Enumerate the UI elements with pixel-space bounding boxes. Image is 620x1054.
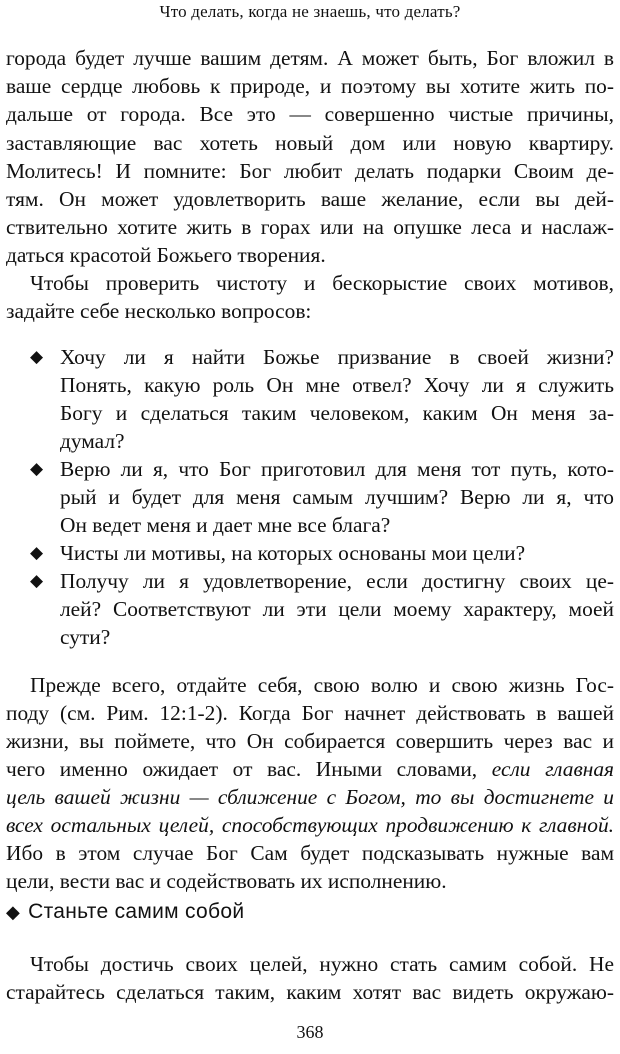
text-line: города будет лучше вашим детям. А может быть, Бог вложил в (6, 46, 614, 70)
text-line: Ибо в этом случае Бог Сам будет подсказывать нужные вам (6, 841, 614, 865)
text-line: Чисты ли мотивы, на которых основаны мои цели? (60, 541, 526, 565)
text-line: сути? (60, 625, 111, 649)
text-line: жизни, вы поймете, что Он собирается совершить через вас и (6, 729, 614, 753)
emphasis-line: цель вашей жизни — сближение с Богом, то вы достигнете и (6, 785, 614, 809)
diamond-bullet-icon: ◆ (30, 347, 44, 366)
text-line: Он ведет меня и дает мне все блага? (60, 513, 391, 537)
text-line: цели, вести вас и содействовать их исполнению. (6, 869, 447, 893)
emphasis-line: всех остальных целей, способствующих продвижению к главной. (6, 813, 614, 837)
diamond-bullet-icon: ◆ (30, 571, 44, 590)
page-number: 368 (296, 1022, 324, 1042)
text-line: Богу и сделаться таким человеком, каким Он меня за- (60, 401, 614, 425)
text-line: старайтесь сделаться таким, каким хотят вас видеть окружаю- (6, 980, 614, 1004)
section-heading-text: Станьте самим собой (28, 900, 245, 923)
text-line: Чтобы достичь своих целей, нужно стать самим собой. Не (30, 952, 614, 976)
text-line: лей? Соответствуют ли эти цели моему характеру, моей (60, 597, 614, 621)
diamond-bullet-icon: ◆ (30, 459, 44, 478)
text-line: Понять, какую роль Он мне отвел? Хочу ли я служить (60, 373, 614, 397)
diamond-bullet-icon: ◆ (30, 543, 44, 562)
text-line: Верю ли я, что Бог приготовил для меня тот путь, кото- (60, 457, 614, 481)
text-run: чего именно ожидает от вас. Иными словами, (6, 757, 492, 781)
text-line: даться красотой Божьего творения. (6, 243, 326, 267)
diamond-bullet-icon: ◆ (6, 902, 21, 922)
text-line: Молитесь! И помните: Бог любит делать подарки Своим де- (6, 159, 614, 183)
emphasis-text: если главная (491, 757, 614, 781)
text-line: Чтобы проверить чистоту и бескорыстие своих мотивов, (30, 271, 614, 295)
text-line: заставляющие вас хотеть новый дом или новую квартиру. (6, 131, 614, 155)
text-line: дальше от города. Все это — совершенно чистые причины, (6, 102, 614, 126)
text-line: ствительно хотите жить в горах или на опушке леса и наслаж- (6, 215, 614, 239)
text-line: рый и будет для меня самым лучшим? Верю ли я, что (60, 485, 614, 509)
text-line (6, 756, 614, 782)
text-line: Прежде всего, отдайте себя, свою волю и свою жизнь Гос- (30, 673, 614, 697)
text-line: Хочу ли я найти Божье призвание в своей жизни? (60, 345, 614, 369)
running-header: Что делать, когда не знаешь, что делать? (159, 2, 461, 21)
text-line: задайте себе несколько вопросов: (6, 299, 312, 323)
text-line: тям. Он может удовлетворить ваше желание, если вы дей- (6, 187, 614, 211)
text-line: поду (см. Рим. 12:1-2). Когда Бог начнет действовать в вашей (6, 701, 614, 725)
text-line: Получу ли я удовлетворение, если достигну своих це- (60, 569, 614, 593)
text-line: думал? (60, 429, 125, 453)
text-line: ваше сердце любовь к природе, и поэтому вы хотите жить по- (6, 74, 614, 98)
section-heading (6, 897, 244, 927)
